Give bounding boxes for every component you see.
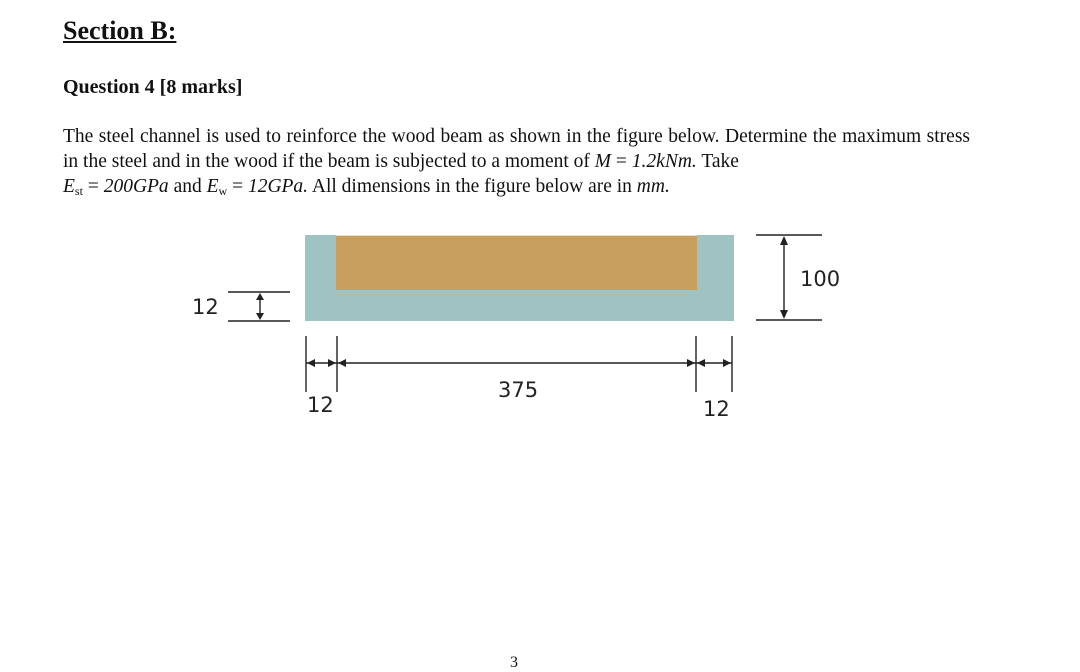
equals-3: = <box>227 176 248 197</box>
text-part-2: Take <box>696 151 739 172</box>
arrow-web-left-a <box>307 359 315 367</box>
arrow-inner-left <box>338 359 346 367</box>
dim-web-right-label: 12 <box>703 397 730 421</box>
text-part-4: All dimensions in the figure below are in <box>308 176 637 197</box>
ew-symbol: E <box>206 176 219 197</box>
equals-1: = <box>611 151 632 172</box>
equals-2: = <box>82 176 104 197</box>
dim-web-left-label: 12 <box>307 393 334 417</box>
est-symbol: E <box>63 176 75 197</box>
dim-inner-width-label: 375 <box>498 378 539 402</box>
moment-symbol: M <box>594 151 612 172</box>
steel-bottom-flange <box>305 290 734 321</box>
flange-arrow-bottom <box>256 313 264 320</box>
text-part-1: The steel channel is used to reinforce the wood beam as shown in the figure below. Determine the maximum stress in the steel and in the wood if the beam is subjected to a moment of <box>63 126 970 172</box>
question-title: Question 4 [8 marks] <box>63 76 243 98</box>
wood-beam <box>336 235 697 290</box>
est-value: 200GPa <box>103 176 169 197</box>
section-title: Section B: <box>63 16 177 45</box>
ew-value: 12GPa. <box>247 176 309 197</box>
dim-flange-label: 12 <box>192 295 219 319</box>
text-part-3: and <box>168 176 207 197</box>
arrow-web-right-b <box>723 359 731 367</box>
moment-value: 1.2kNm. <box>631 151 697 172</box>
dim-height-label: 100 <box>800 267 841 291</box>
est-subscript: st <box>74 184 83 198</box>
ew-subscript: w <box>218 184 228 198</box>
arrow-web-right-a <box>697 359 705 367</box>
height-arrow-top <box>780 236 788 245</box>
page-number: 3 <box>510 654 518 671</box>
height-arrow-bottom <box>780 310 788 319</box>
flange-arrow-top <box>256 293 264 300</box>
arrow-web-left-b <box>328 359 336 367</box>
arrow-inner-right <box>687 359 695 367</box>
unit-text: mm. <box>636 176 670 197</box>
